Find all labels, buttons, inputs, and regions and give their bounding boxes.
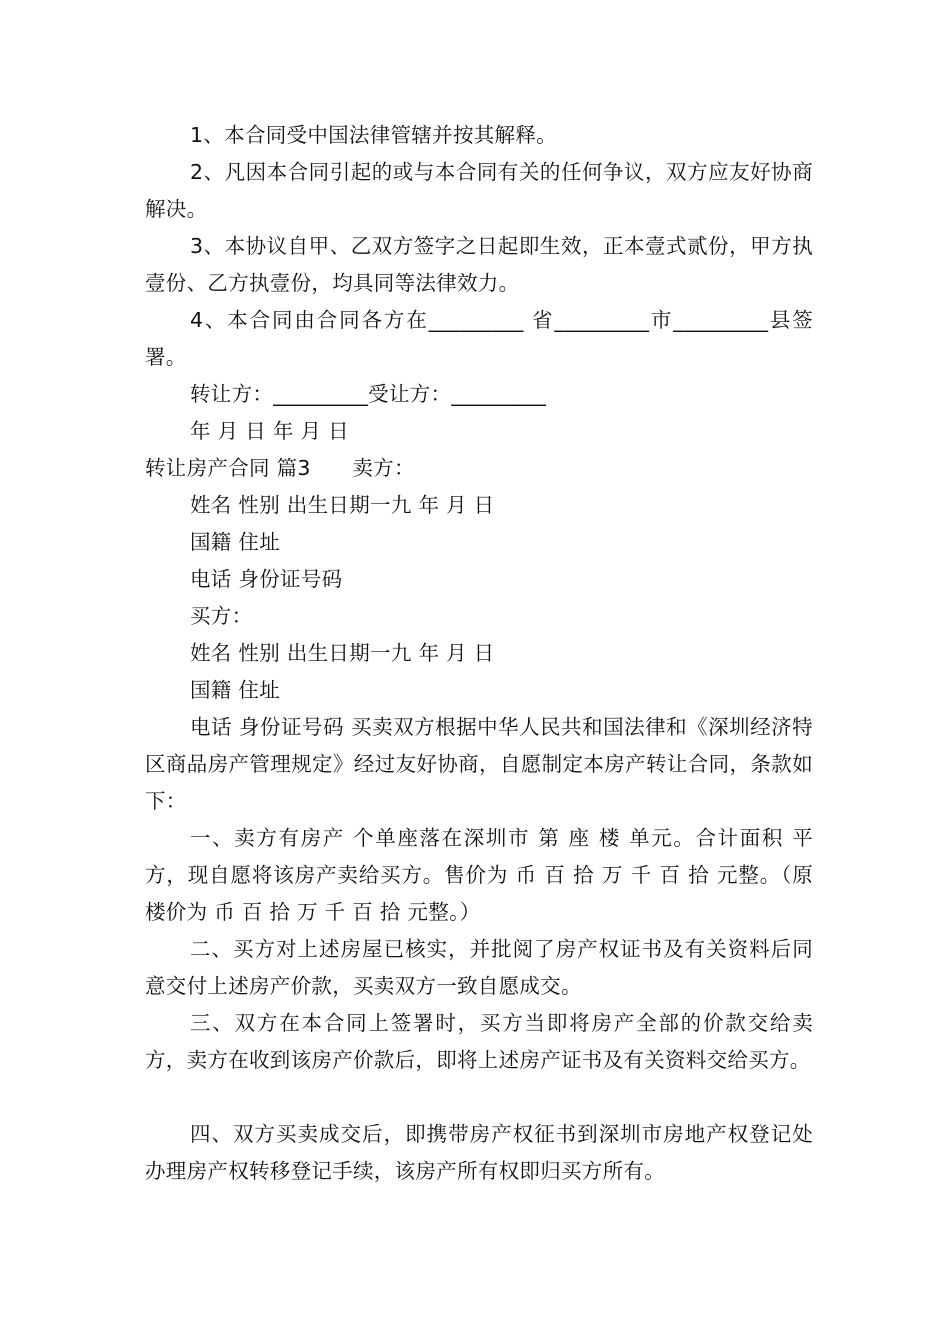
article-2: 二、买方对上述房屋已核实，并批阅了房产权证书及有关资料后同意交付上述房产价款，买卖双方一致自愿成交。 xyxy=(145,937,813,998)
buyer-heading: 买方： xyxy=(190,604,253,628)
article-1: 一、卖方有房产 个单座落在深圳市 第 座 楼 单元。合计面积 平方，现自愿将该房产卖给买方。售价为 币 百 拾 万 千 百 拾 元整。（原楼价为 币 百 拾 万 千 百 拾 元整。） xyxy=(145,826,813,924)
buyer-name-line: 姓名 性别 出生日期一九 年 月 日 xyxy=(190,641,495,665)
seller-address-line: 国籍 住址 xyxy=(190,530,281,554)
clause-4: 4、本合同由合同各方在_________ 省_________市_________县签署。 xyxy=(145,308,813,369)
signature-parties-line: 转让方：_________受让方：_________ xyxy=(190,382,547,406)
seller-phone-line: 电话 身份证号码 xyxy=(190,567,343,591)
buyer-address-line: 国籍 住址 xyxy=(190,678,281,702)
clause-3: 3、本协议自甲、乙双方签字之日起即生效，正本壹式贰份，甲方执壹份、乙方执壹份，均具同等法律效力。 xyxy=(145,234,813,295)
clause-1: 1、本合同受中国法律管辖并按其解释。 xyxy=(190,123,557,147)
buyer-phone-preamble: 电话 身份证号码 买卖双方根据中华人民共和国法律和《深圳经济特区商品房产管理规定》经过友好协商，自愿制定本房产转让合同，条款如下： xyxy=(145,715,813,813)
article-3: 三、双方在本合同上签署时，买方当即将房产全部的价款交给卖方，卖方在收到该房产价款后，即将上述房产证书及有关资料交给买方。 xyxy=(145,1011,813,1072)
seller-name-line: 姓名 性别 出生日期一九 年 月 日 xyxy=(190,493,495,517)
signature-date-line: 年 月 日 年 月 日 xyxy=(190,419,349,443)
article-4: 四、双方买卖成交后，即携带房产权征书到深圳市房地产权登记处办理房产权转移登记手续，该房产所有权即归买方所有。 xyxy=(145,1122,813,1183)
clause-2: 2、凡因本合同引起的或与本合同有关的任何争议，双方应友好协商解决。 xyxy=(145,160,813,221)
section-heading-seller: 转让房产合同 篇3 卖方： xyxy=(145,456,415,480)
